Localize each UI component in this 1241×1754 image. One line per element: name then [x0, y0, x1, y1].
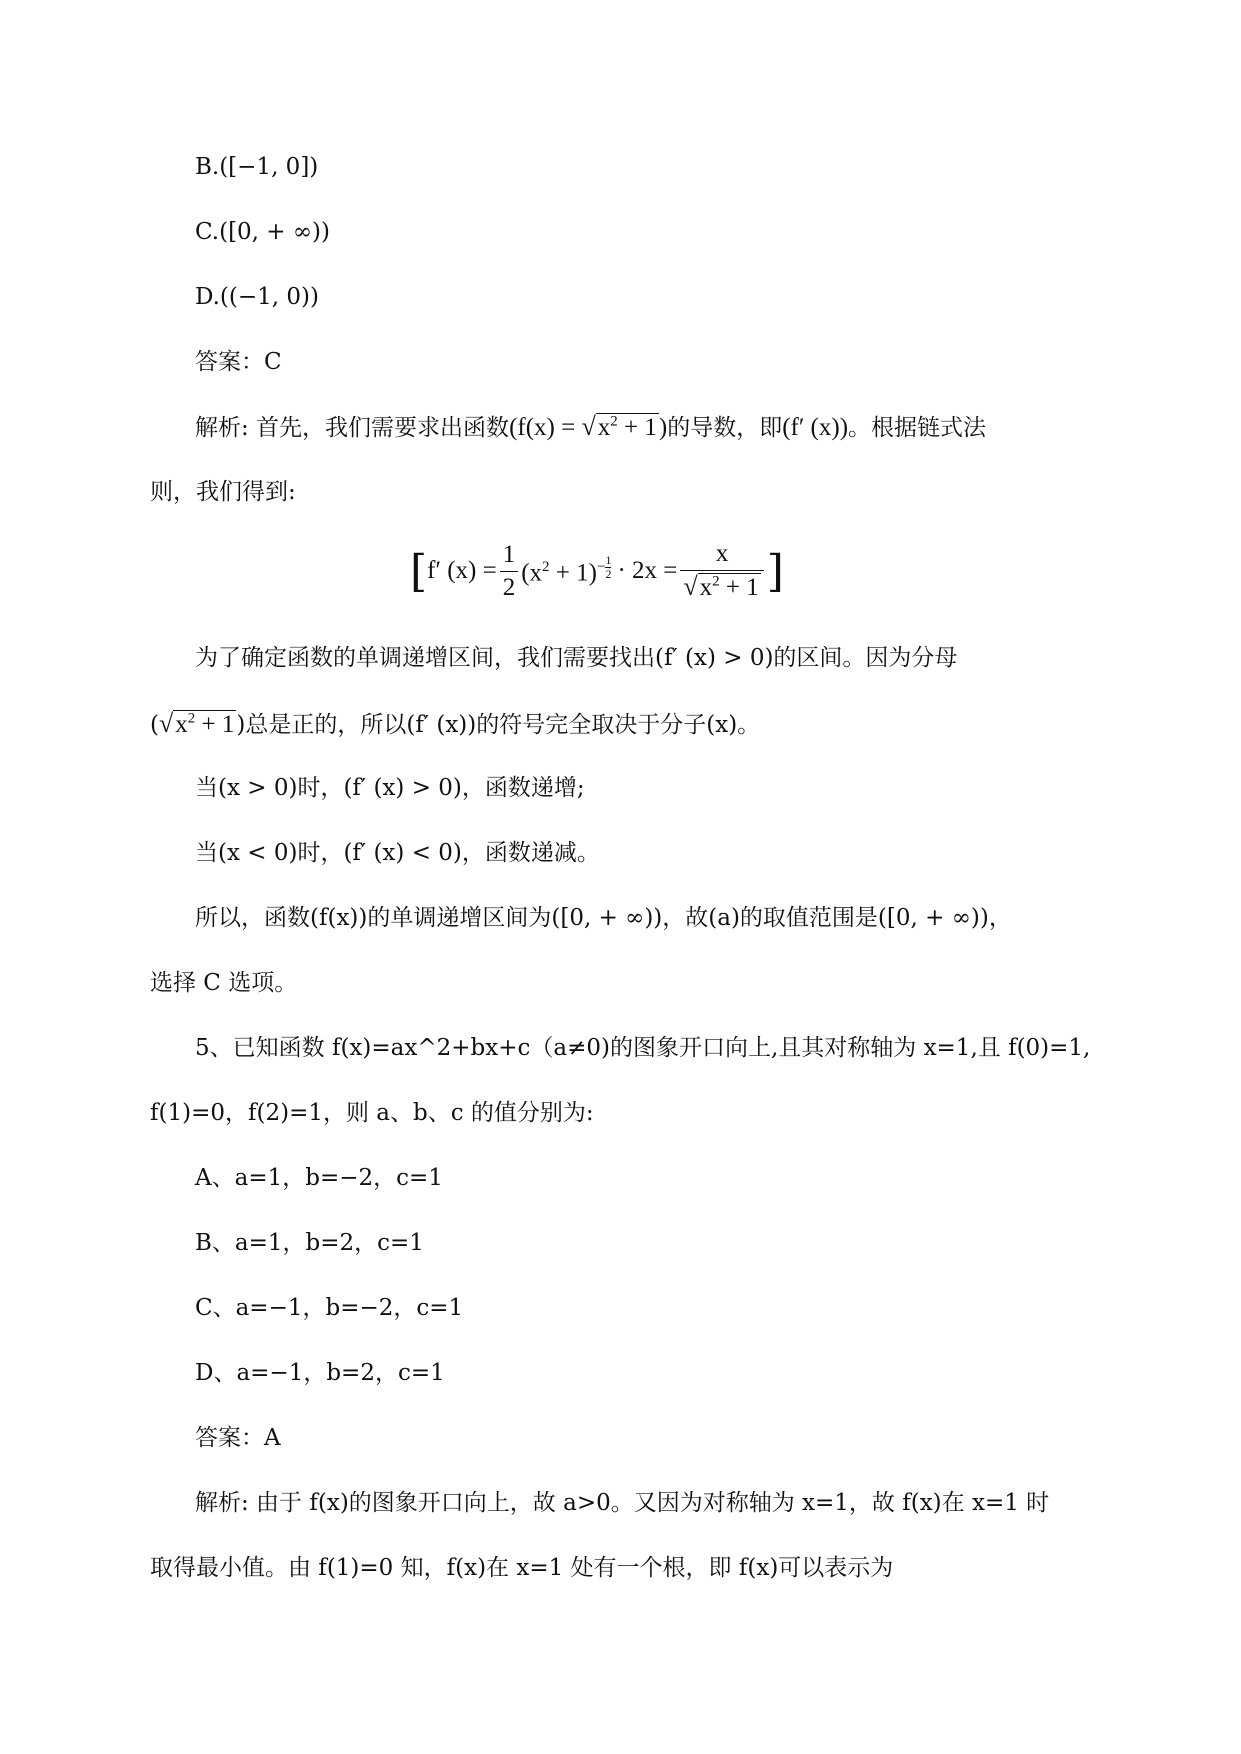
radicand: x	[699, 574, 713, 601]
option-b: B.([−1, 0])	[195, 154, 319, 180]
q5-option-b: B、a=1，b=2，c=1	[195, 1230, 424, 1256]
analysis-2-line-1: 解析: 由于 f(x)的图象开口向上，故 a>0。又因为对称轴为 x=1，故 f(x)在 x=1 时	[195, 1490, 1050, 1516]
analysis-line-6: 当(x < 0)时，(f′ (x) < 0)，函数递减。	[195, 840, 600, 866]
negative-half-exponent	[596, 553, 612, 582]
f-of-x: f(x) =	[517, 414, 576, 441]
exponent: 2	[542, 559, 550, 576]
radicand-tail: + 1	[624, 414, 657, 441]
q5-option-a: A、a=1，b=−2，c=1	[195, 1165, 443, 1191]
radicand: x	[597, 414, 611, 441]
half-fraction	[500, 541, 519, 602]
fraction-numerator: 1	[502, 540, 516, 568]
analysis-line-8: 选择 C 选项。	[150, 970, 298, 996]
analysis-line-5: 当(x > 0)时，(f′ (x) > 0)，函数递增;	[195, 775, 585, 801]
exponent: 2	[187, 710, 196, 727]
radicand: x	[175, 711, 188, 738]
sqrt-expression: $√x^2 + 1$	[581, 412, 657, 441]
fraction-numerator: x	[715, 540, 729, 567]
radicand-tail: + 1	[201, 711, 235, 738]
answer-2: 答案：A	[195, 1425, 281, 1451]
sqrt-expression: $√x^2 + 1$	[158, 709, 235, 738]
power-base: (x	[521, 559, 543, 587]
analysis-line-4	[150, 708, 760, 741]
function-expression: $(f(x) = √x^2 + 1)$	[509, 414, 667, 441]
formula-lhs: f′ (x) =	[427, 557, 497, 584]
exp-numerator: 1	[605, 553, 612, 568]
exponent: 2	[712, 573, 720, 590]
times-2x: · 2x =	[617, 557, 678, 584]
exponent: 2	[610, 413, 618, 430]
question-5-line-1: 5、已知函数 f(x)=ax^2+bx+c（a≠0)的图象开口向上,且其对称轴为 x=1,且 f(0)=1,	[195, 1035, 1091, 1061]
radicand-tail: + 1	[725, 574, 759, 601]
question-5-line-2: f(1)=0，f(2)=1，则 a、b、c 的值分别为:	[150, 1100, 594, 1126]
fraction-denominator: 2	[500, 571, 519, 602]
analysis-line-3: 为了确定函数的单调递增区间，我们需要找出(f′ (x) > 0)的区间。因为分母	[195, 645, 958, 671]
analysis-line-1	[195, 411, 986, 444]
q5-option-d: D、a=−1，b=2，c=1	[195, 1360, 445, 1386]
derivative-expression: (f′ (x))	[782, 414, 849, 441]
answer-1: 答案：C	[195, 349, 282, 375]
fraction-denominator: $√x^2 + 1$	[680, 570, 763, 602]
analysis-text: 的导数，即	[667, 415, 783, 441]
option-d: D.((−1, 0))	[195, 284, 319, 310]
paren-open: (	[150, 712, 159, 738]
analysis-2-line-2: 取得最小值。由 f(1)=0 知，f(x)在 x=1 处有一个根，即 f(x)可以表示为	[150, 1555, 894, 1581]
analysis-line-2: 则，我们得到:	[150, 479, 296, 505]
analysis-text: 解析: 首先，我们需要求出函数	[195, 415, 510, 441]
minus-sign: −	[596, 559, 606, 576]
analysis-text: )总是正的，所以(f′ (x))的符号完全取决于分子(x)。	[236, 712, 761, 738]
power-term	[521, 554, 611, 587]
power-base-tail: + 1)	[555, 559, 597, 587]
exp-denominator: 2	[605, 567, 612, 582]
analysis-line-7: 所以，函数(f(x))的单调递增区间为([0, + ∞))，故(a)的取值范围是([0, + ∞))，	[195, 905, 1012, 931]
result-fraction	[680, 540, 763, 602]
q5-option-c: C、a=−1，b=−2，c=1	[195, 1295, 464, 1321]
analysis-text: 。根据链式法	[848, 415, 987, 441]
option-c: C.([0, + ∞))	[195, 219, 330, 245]
derivative-formula: [ f′ (x) = $\frac{1}{2}$ $(x^2 + 1)^{- \frac{1}{2}}$ · 2x = $\frac{x}{√x^2 + 1}$ ]	[410, 540, 784, 601]
